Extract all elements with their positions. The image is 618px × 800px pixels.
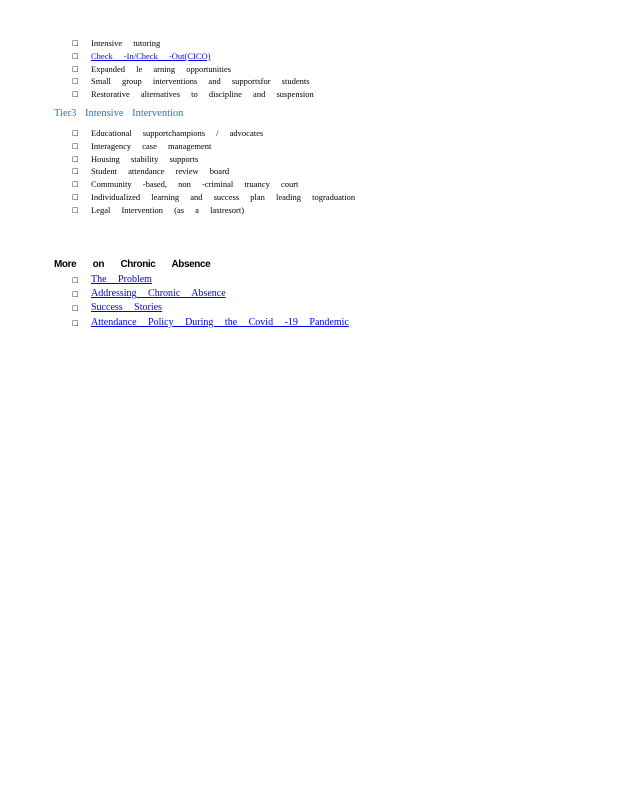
list-item[interactable]: [0, 50, 618, 63]
list-item: [0, 140, 618, 153]
bullet-icon: □: [72, 154, 79, 163]
list-item: [0, 63, 618, 76]
bullet-icon: □: [72, 141, 79, 150]
bullet-icon: □: [72, 276, 79, 284]
list-item: [0, 178, 618, 191]
list-item-text: Interagency case management: [91, 140, 212, 151]
strategy-list: [0, 37, 618, 101]
the-problem-link[interactable]: The Problem: [91, 274, 152, 285]
cico-link[interactable]: Check -In/Check -Out(CICO): [91, 50, 211, 61]
bullet-icon: □: [72, 167, 79, 176]
bullet-icon: □: [72, 304, 79, 313]
bullet-icon: □: [72, 39, 79, 47]
list-item: [0, 88, 618, 101]
list-item-text: Restorative alternatives to discipline and suspension: [91, 89, 314, 100]
bullet-icon: □: [72, 90, 79, 99]
list-item-text: Housing stability supports: [91, 153, 199, 164]
attendance-policy-link[interactable]: Attendance Policy During the Covid -19 Pandemic: [91, 316, 349, 328]
bullet-icon: □: [72, 290, 79, 299]
list-item-text: Intensive tutoring: [91, 38, 161, 48]
list-item: [0, 127, 618, 140]
addressing-chronic-absence-link[interactable]: Addressing Chronic Absence: [91, 288, 226, 300]
list-item-text: Small group interventions and supportsfor students: [91, 76, 310, 87]
bullet-icon: □: [72, 77, 79, 86]
list-item: [0, 165, 618, 178]
bullet-icon: □: [72, 64, 79, 73]
list-item-text: Educational supportchampions / advocates: [91, 128, 264, 138]
bullet-icon: □: [72, 129, 79, 137]
tier3-list: [0, 127, 618, 217]
list-item-text: Legal Intervention (as a lastresort): [91, 204, 245, 215]
bullet-icon: □: [72, 192, 79, 201]
more-heading: More on Chronic Absence: [54, 259, 211, 270]
list-item[interactable]: [0, 301, 618, 315]
list-item: [0, 37, 618, 50]
list-item: [0, 191, 618, 204]
list-item[interactable]: [0, 287, 618, 301]
list-item[interactable]: [0, 273, 618, 287]
tier3-heading: Tier3 Intensive Intervention: [54, 108, 184, 119]
more-links-list: [0, 273, 618, 330]
list-item-text: Expanded le arning opportunities: [91, 63, 232, 74]
list-item: [0, 204, 618, 217]
list-item-text: Community -based, non -criminal truancy court: [91, 179, 299, 190]
list-item-text: Individualized learning and success plan leading tograduation: [91, 191, 356, 202]
bullet-icon: □: [72, 180, 79, 189]
list-item: [0, 153, 618, 166]
list-item[interactable]: [0, 316, 618, 330]
bullet-icon: □: [72, 318, 79, 327]
bullet-icon: □: [72, 205, 79, 214]
success-stories-link[interactable]: Success Stories: [91, 302, 162, 314]
list-item: [0, 75, 618, 88]
list-item-text: Student attendance review board: [91, 166, 230, 177]
bullet-icon: □: [72, 51, 79, 60]
